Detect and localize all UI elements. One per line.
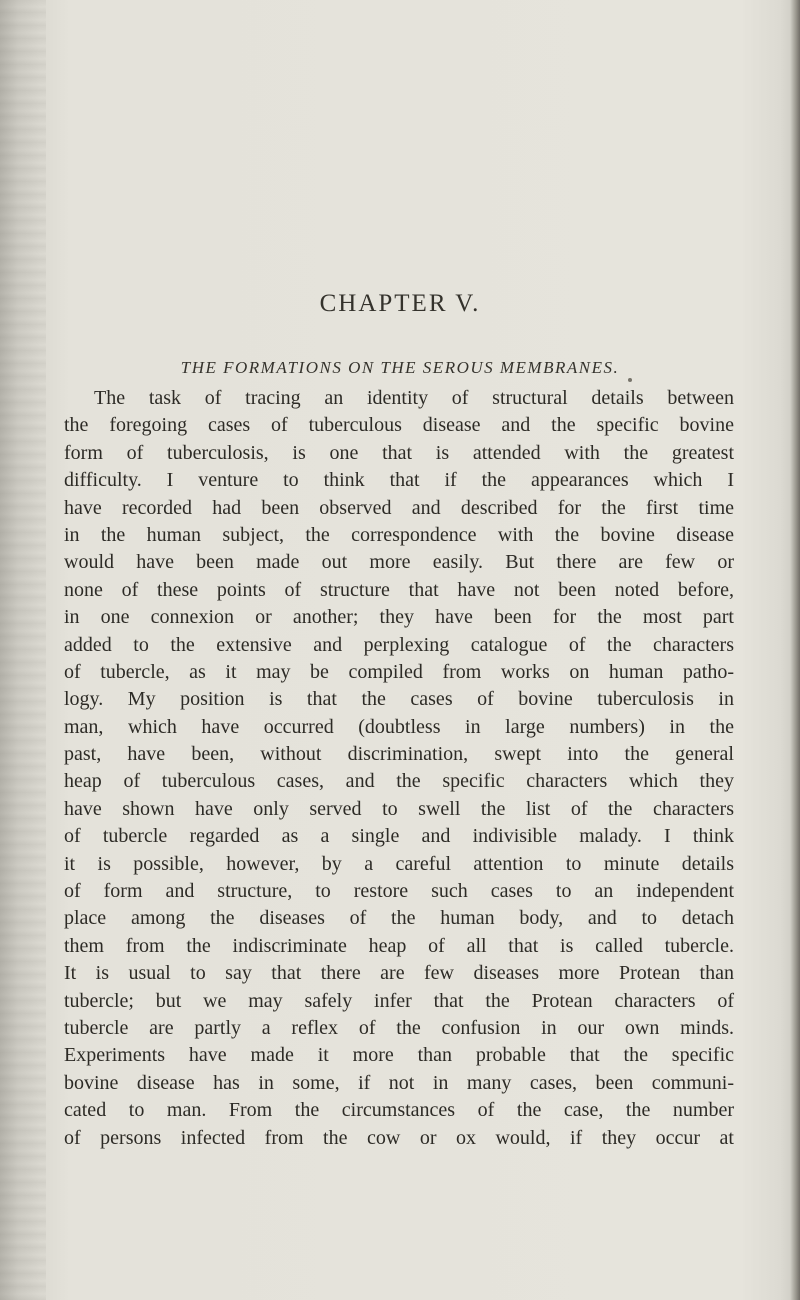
- chapter-title: CHAPTER V.: [319, 290, 481, 317]
- text-line: tubercle are partly a reflex of the confusion in our own minds.: [64, 1016, 734, 1039]
- text-line: added to the extensive and perplexing catalogue of the characters: [64, 633, 734, 656]
- text-line: It is usual to say that there are few diseases more Protean than: [64, 962, 734, 985]
- text-line: have recorded had been observed and described for the first time: [64, 496, 734, 519]
- chapter-subtitle: THE FORMATIONS ON THE SEROUS MEMBRANES.: [180, 358, 620, 377]
- text-line: difficulty. I venture to think that if the appearances which I: [64, 469, 734, 492]
- text-line: have shown have only served to swell the list of the characters: [64, 797, 734, 820]
- text-line: logy. My position is that the cases of bovine tuberculosis in: [64, 688, 734, 711]
- text-line: The task of tracing an identity of structural details between: [94, 387, 734, 409]
- printer-mark: [628, 378, 632, 382]
- text-line: in one connexion or another; they have been for the most part: [64, 606, 734, 629]
- text-line: of persons infected from the cow or ox would, if they occur at: [64, 1126, 734, 1149]
- text-line: place among the diseases of the human body, and to detach: [64, 907, 734, 930]
- text-line: would have been made out more easily. But there are few or: [64, 551, 734, 574]
- text-line: heap of tuberculous cases, and the specific characters which they: [64, 770, 734, 793]
- page-gutter-shadow: [0, 0, 46, 1300]
- page-edge-shadow: [790, 0, 800, 1300]
- text-line: it is possible, however, by a careful attention to minute details: [64, 852, 734, 875]
- text-line: Experiments have made it more than probable that the specific: [64, 1044, 734, 1067]
- chapter-body: [64, 385, 734, 1152]
- text-line: the foregoing cases of tuberculous disease and the specific bovine: [64, 414, 734, 437]
- text-line: tubercle; but we may safely infer that the Protean characters of: [64, 989, 734, 1012]
- text-line: of form and structure, to restore such cases to an independent: [64, 880, 734, 903]
- text-line: bovine disease has in some, if not in many cases, been communi-: [64, 1071, 734, 1094]
- text-line: man, which have occurred (doubtless in large numbers) in the: [64, 715, 734, 738]
- text-line: of tubercle, as it may be compiled from works on human patho-: [64, 660, 734, 683]
- text-line: cated to man. From the circumstances of the case, the number: [64, 1099, 734, 1122]
- text-line: past, have been, without discrimination, swept into the general: [64, 743, 734, 766]
- text-line: none of these points of structure that have not been noted before,: [64, 578, 734, 601]
- text-line: in the human subject, the correspondence with the bovine disease: [64, 523, 734, 546]
- text-line: of tubercle regarded as a single and indivisible malady. I think: [64, 825, 734, 848]
- text-line: form of tuberculosis, is one that is attended with the greatest: [64, 441, 734, 464]
- text-line: them from the indiscriminate heap of all that is called tubercle.: [64, 934, 734, 957]
